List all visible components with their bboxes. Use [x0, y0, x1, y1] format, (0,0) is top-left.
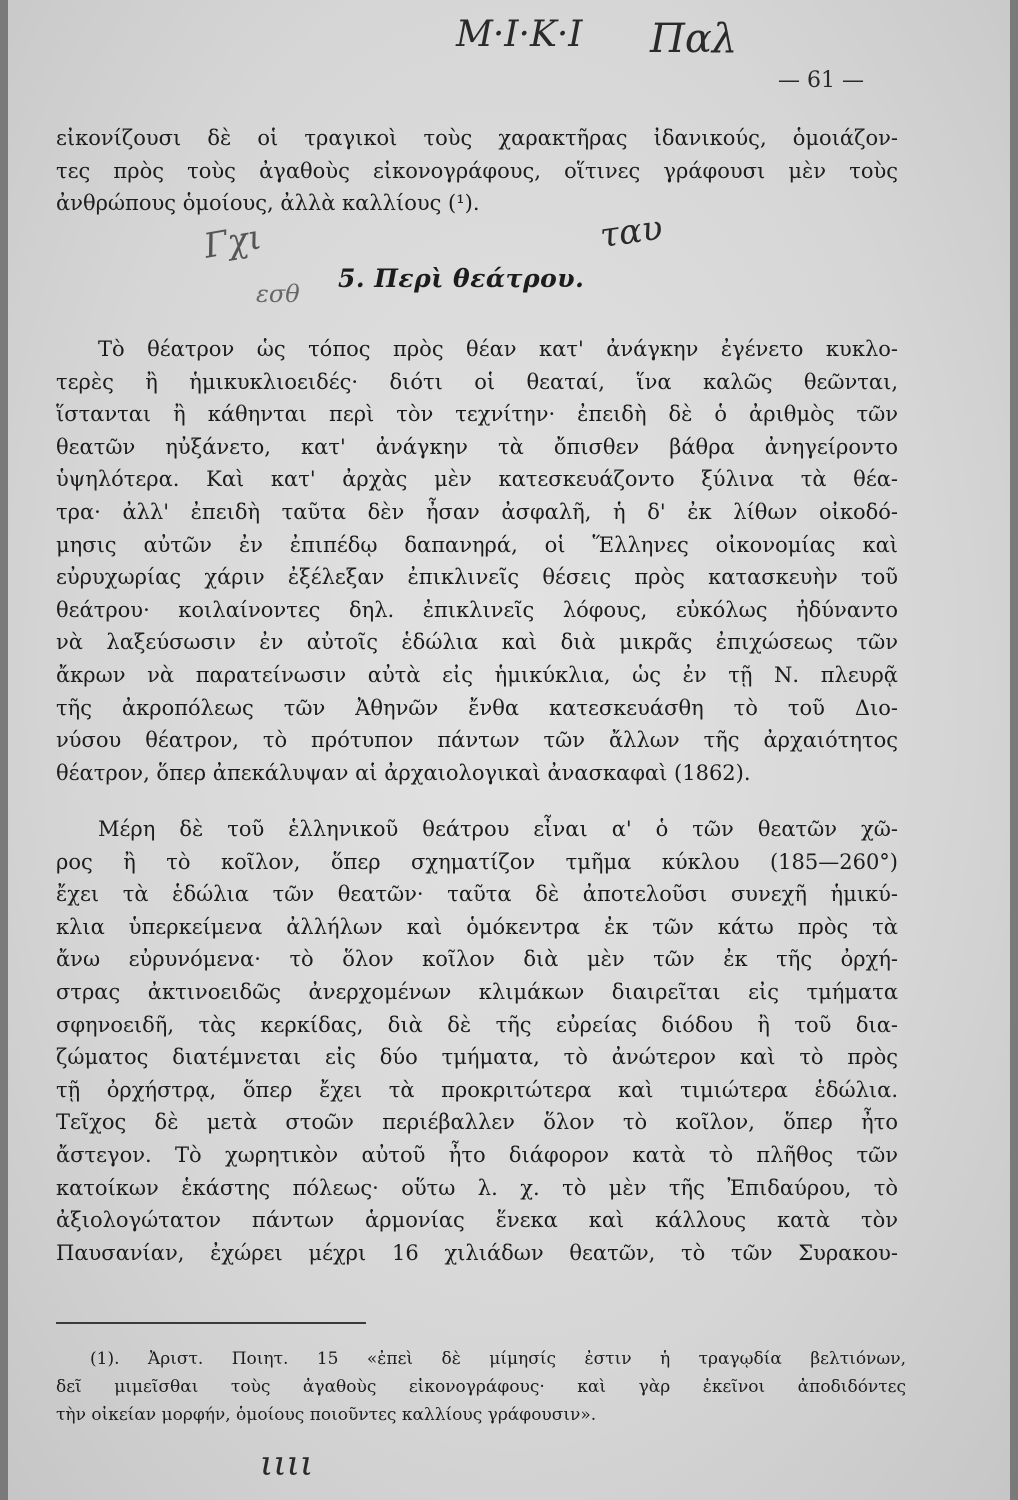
handwritten-note-top: Μ·Ι·Κ·Ι: [456, 14, 583, 55]
text-line: ἀξιολογώτατον πάντων ἁρμονίας ἕνεκα καὶ κάλλους κατὰ τὸν: [56, 1208, 898, 1233]
page-number: — 61 —: [778, 68, 864, 93]
text-line: Τεῖχος δὲ μετὰ στοῶν περιέβαλλεν ὅλον τὸ κοῖλον, ὅπερ ἦτο: [56, 1110, 898, 1135]
text-line: ἵστανται ἢ κάθηνται περὶ τὸν τεχνίτην· ἐπειδὴ δὲ ὁ ἀριθμὸς τῶν: [56, 402, 898, 427]
text-line: ἄστεγον. Τὸ χωρητικὸν αὐτοῦ ἦτο διάφορον κατὰ τὸ πλῆθος τῶν: [56, 1142, 898, 1167]
text-line: ἄκρων νὰ παρατείνωσιν αὐτὰ εἰς ἡμικύκλια, ὡς ἐν τῇ Ν. πλευρᾷ: [56, 662, 898, 687]
text-line: κλια ὑπερκείμενα ἀλλήλων καὶ ὁμόκεντρα ἐκ τῶν κάτω πρὸς τὰ: [56, 914, 898, 939]
text-line: σφηνοειδῆ, τὰς κερκίδας, διὰ δὲ τῆς εὐρείας διόδου ἢ τοῦ δια-: [56, 1012, 898, 1037]
text-line: εὐρυχωρίας χάριν ἐξέλεξαν ἐπικλινεῖς θέσεις πρὸς κατασκευὴν τοῦ: [56, 565, 898, 590]
footnote-rule: [56, 1322, 366, 1324]
text-line: μησις αὐτῶν ἐν ἐπιπέδῳ δαπανηρά, οἱ Ἕλληνες οἰκονομίας καὶ: [56, 532, 898, 557]
paragraph-theatre-parts: [56, 813, 898, 1269]
text-line: Μέρη δὲ τοῦ ἑλληνικοῦ θεάτρου εἶναι α' ὁ τῶν θεατῶν χῶ-: [98, 817, 898, 841]
text-line: νύσου θέατρον, τὸ πρότυπον πάντων τῶν ἄλλων τῆς ἀρχαιότητος: [56, 728, 898, 753]
text-line: Παυσανίαν, ἐχώρει μέχρι 16 χιλιάδων θεατῶν, τὸ τῶν Συρακου-: [56, 1240, 898, 1265]
text-line: ἄνω εὐρυνόμενα· τὸ ὅλον κοῖλον διὰ μὲν τῶν ἐκ τῆς ὀρχή-: [56, 947, 898, 972]
text-line: στρας ἀκτινοειδῶς ἀνερχομένων κλιμάκων διαιρεῖται εἰς τμήματα: [56, 979, 898, 1004]
handwritten-margin-note: Γχι: [200, 217, 265, 267]
handwritten-margin-note-2: εσθ: [256, 280, 300, 308]
text-line: ἔχει τὰ ἑδώλια τῶν θεατῶν· ταῦτα δὲ ἀποτελοῦσι συνεχῆ ἡμικύ-: [56, 882, 898, 907]
text-line: εἰκονίζουσι δὲ οἱ τραγικοὶ τοὺς χαρακτῆρας ἰδανικούς, ὁμοιάζον-: [56, 126, 898, 150]
handwritten-note-bottom: ιιιι: [260, 1444, 314, 1484]
text-line: τρα· ἀλλ' ἐπειδὴ ταῦτα δὲν ἦσαν ἀσφαλῆ, ἡ δ' ἐκ λίθων οἰκοδό-: [56, 499, 898, 524]
text-line: νὰ λαξεύσωσιν ἐν αὐτοῖς ἑδώλια καὶ διὰ μικρᾶς ἐπιχώσεως τῶν: [56, 630, 898, 655]
text-line: τῇ ὀρχήστρᾳ, ὅπερ ἔχει τὰ προκριτώτερα καὶ τιμιώτερα ἑδώλια.: [56, 1077, 898, 1102]
footnote-line: τὴν οἰκείαν μορφήν, ὁμοίους ποιοῦντες καλλίους γράφουσιν».: [56, 1405, 597, 1425]
handwritten-note-top-right: Παλ: [650, 16, 738, 62]
text-line: τῆς ἀκροπόλεως τῶν Ἀθηνῶν ἔνθα κατεσκευάσθη τὸ τοῦ Διο-: [56, 695, 898, 720]
section-heading: 5. Περὶ θεάτρου.: [338, 264, 585, 293]
intro-paragraph: [56, 122, 898, 220]
footnote-line: (1). Ἀριστ. Ποιητ. 15 «ἐπεὶ δὲ μίμησίς ἐστιν ἡ τραγῳδία βελτιόνων,: [90, 1349, 906, 1369]
text-line: ἀνθρώπους ὁμοίους, ἀλλὰ καλλίους (¹).: [56, 191, 480, 216]
text-line: ὑψηλότερα. Καὶ κατ' ἀρχὰς μὲν κατεσκευάζοντο ξύλινα τὰ θέα-: [56, 467, 898, 492]
text-line: θέατρον, ὅπερ ἀπεκάλυψαν αἱ ἀρχαιολογικαὶ ἀνασκαφαὶ (1862).: [56, 760, 751, 785]
text-line: τες πρὸς τοὺς ἀγαθοὺς εἰκονογράφους, οἵτινες γράφουσι μὲν τοὺς: [56, 158, 898, 183]
text-line: ζώματος διατέμνεται εἰς δύο τμήματα, τὸ ἀνώτερον καὶ τὸ πρὸς: [56, 1045, 898, 1070]
paragraph-theatre-origin: [56, 333, 898, 789]
text-line: κατοίκων ἑκάστης πόλεως· οὕτω λ. χ. τὸ μὲν τῆς Ἐπιδαύρου, τὸ: [56, 1175, 898, 1200]
text-line: θεάτρου· κοιλαίνοντες δηλ. ἐπικλινεῖς λόφους, εὐκόλως ἠδύναντο: [56, 597, 898, 622]
handwritten-margin-note-3: ταυ: [597, 207, 665, 257]
text-line: τερὲς ἢ ἡμικυκλιοειδές· διότι οἱ θεαταί, ἵνα καλῶς θεῶνται,: [56, 369, 898, 394]
footnote-line: δεῖ μιμεῖσθαι τοὺς ἀγαθοὺς εἰκονογράφους· καὶ γὰρ ἐκεῖνοι ἀποδιδόντες: [56, 1377, 906, 1397]
text-line: Τὸ θέατρον ὡς τόπος πρὸς θέαν κατ' ἀνάγκην ἐγένετο κυκλο-: [98, 337, 898, 361]
footnote: [56, 1345, 906, 1429]
text-line: θεατῶν ηὐξάνετο, κατ' ἀνάγκην τὰ ὄπισθεν βάθρα ἀνηγείροντο: [56, 434, 898, 459]
book-page: [8, 0, 1010, 1500]
text-line: ρος ἢ τὸ κοῖλον, ὅπερ σχηματίζον τμῆμα κύκλου (185—260°): [56, 849, 898, 874]
